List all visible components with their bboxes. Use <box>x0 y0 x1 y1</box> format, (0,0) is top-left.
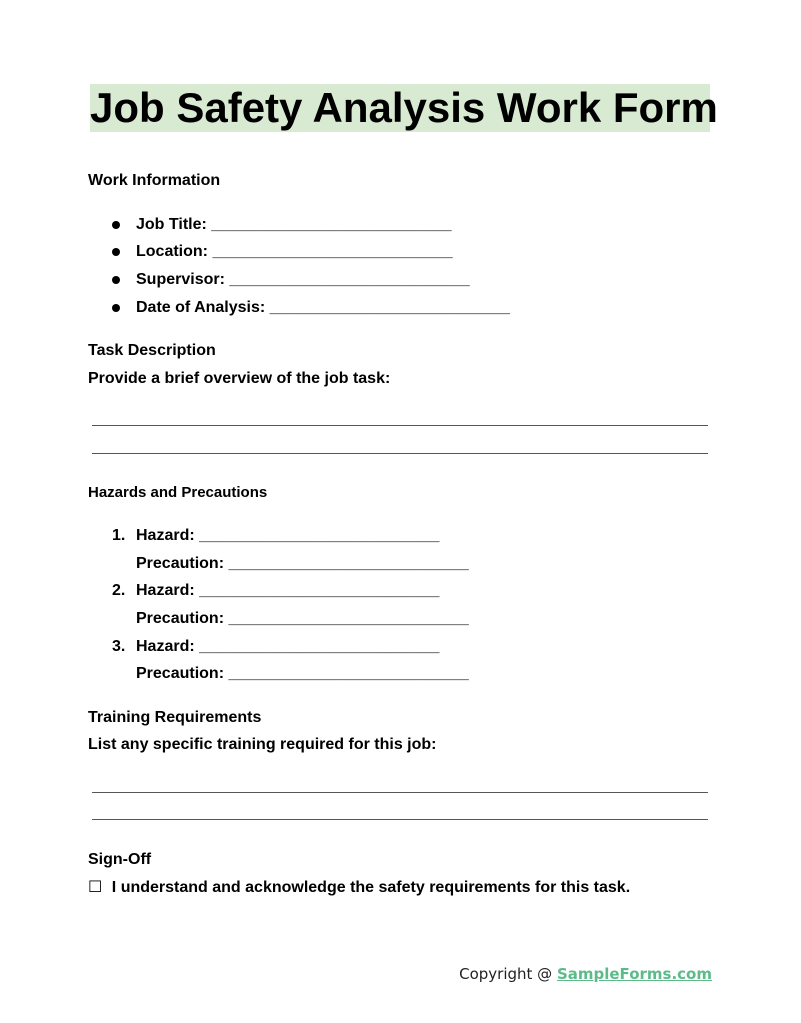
work-info-item-text: Supervisor: ___________________________ <box>136 271 470 288</box>
title-highlight <box>90 84 718 132</box>
copyright-footer <box>459 964 712 984</box>
sign-off-acknowledgement <box>88 878 630 898</box>
training-heading: Training Requirements <box>88 709 262 726</box>
task-description-heading: Task Description <box>88 342 216 359</box>
precaution-field: Precaution: ___________________________ <box>136 555 469 572</box>
copyright-text: Copyright @ <box>459 965 557 983</box>
training-prompt: List any specific training required for this job: <box>88 736 437 753</box>
work-info-item-text: Date of Analysis: ___________________________ <box>136 299 510 316</box>
bullet-icon <box>112 276 120 284</box>
task-description-prompt: Provide a brief overview of the job task: <box>88 370 391 387</box>
bullet-icon <box>112 304 120 312</box>
list-number: 3. <box>112 638 126 655</box>
page-title: Job Safety Analysis Work Form <box>90 84 718 131</box>
bullet-icon <box>112 221 120 229</box>
task-answer-line[interactable] <box>92 425 708 426</box>
list-number: 1. <box>112 527 126 544</box>
acknowledgement-text: I understand and acknowledge the safety requirements for this task. <box>111 879 631 896</box>
bullet-icon <box>112 248 120 256</box>
brand-link[interactable]: SampleForms.com <box>556 965 712 983</box>
hazard-field: Hazard: ___________________________ <box>136 638 440 655</box>
checkbox-icon[interactable]: ☐ <box>88 879 103 896</box>
hazards-heading: Hazards and Precautions <box>88 484 268 501</box>
sign-off-heading: Sign-Off <box>88 851 152 868</box>
hazard-field: Hazard: ___________________________ <box>136 527 440 544</box>
list-number: 2. <box>112 582 126 599</box>
work-information-heading: Work Information <box>88 172 221 189</box>
task-answer-line[interactable] <box>92 453 708 454</box>
training-answer-line[interactable] <box>92 819 708 820</box>
precaution-field: Precaution: ___________________________ <box>136 610 469 627</box>
work-info-item-text: Location: ___________________________ <box>136 243 453 260</box>
hazard-field: Hazard: ___________________________ <box>136 582 440 599</box>
training-answer-line[interactable] <box>92 792 708 793</box>
work-info-item-text: Job Title: ___________________________ <box>136 216 452 233</box>
precaution-field: Precaution: ___________________________ <box>136 665 469 682</box>
